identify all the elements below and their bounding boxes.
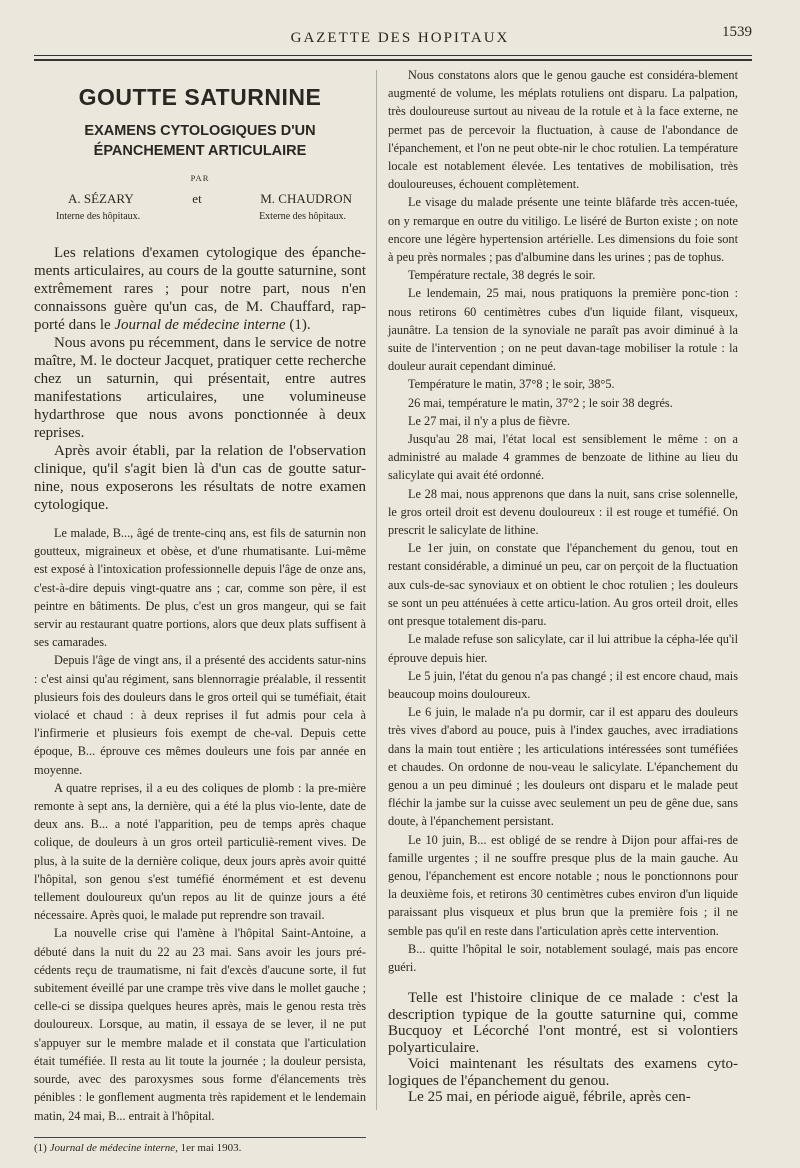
observation-paragraph: Le 6 juin, le malade n'a pu dormir, car il est apparu des douleurs très vives d'abord au pouce, puis à l'index gauches, avec irradiations dans la main tout entière ; les articulations intéressées sont tuméfiées et chaudes. On ordonne de nou-veau le salicylate. L'épanchement du genou a un peu diminué ; les douleurs ont disparu et le malade peut fléchir la jambe sur la cuisse avec seulement un peu de gêne due, sans doute, à l'épanchement persistant. xyxy=(388,705,738,829)
observation-paragraph: 26 mai, température le matin, 37°2 ; le soir 38 degrés. xyxy=(408,395,673,410)
observation-paragraph: Le 27 mai, il n'y a plus de fièvre. xyxy=(408,413,571,428)
observation-paragraph: Le lendemain, 25 mai, nous pratiquons la première ponc-tion : nous retirons 60 centimètres cubes d'un liquide filant, visqueux, jaunâtre. La tension de la synoviale ne paraît pas avoir diminué à la suite de l'intervention ; on ne peut davan-tage mobiliser la rotule : la douleur aurait cependant diminué. xyxy=(388,286,738,374)
observation-paragraph: Depuis l'âge de vingt ans, il a présenté des accidents satur-nins : c'est ainsi qu'au régiment, sans blennorragie préalable, il ressentit plusieurs fois des douleurs dans le gros orteil qui se tuméfiait, était violacé et chaud : à deux reprises il fut admis pour cela à l'infirmerie et plusieurs fois exempt de che-val. Depuis cette époque, B... éprouve ces mêmes douleurs une fois par année en moyenne. xyxy=(34,653,366,777)
observation-paragraph: Le visage du malade présente une teinte blâfarde très accen-tuée, on y remarque en outre du vitiligo. Le liséré de Burton existe ; on note encore une légère hypertension artérielle. Les dimensions du foie sont à peu près normales ; pas d'albumine dans les urines ; pas de tophus. xyxy=(388,195,738,265)
running-title: GAZETTE DES HOPITAUX xyxy=(290,30,510,46)
observation-paragraph: La nouvelle crise qui l'amène à l'hôpital Saint-Antoine, a débuté dans la nuit du 22 au 23 mai. Sans avoir les jours pré-cédents reçu de traumatisme, ni fait d'excès d'aucune sorte, il fut subitement éveillé par une crampe très vive dans le mollet gauche ; celle-ci se dissipa quelques heures après, mais le genou resta très douloureux. Lorsque, au matin, il essaya de se lever, il ne put s'appuyer sur le membre malade et il constata que l'articulation était tuméfiée. Il resta au lit toute la journée ; la douleur persista, sourde, avec des paroxysmes sous forme d'élancements très pénibles : le gonflement augmenta très rapidement et le lendemain matin, 24 mai, B... entrait à l'hôpital. xyxy=(34,926,366,1123)
conclusion-paragraph: Le 25 mai, en période aiguë, fébrile, après cen- xyxy=(408,1089,691,1106)
conclusion xyxy=(388,990,738,1106)
right-column xyxy=(388,66,738,1106)
column-divider xyxy=(376,70,377,1110)
author-conjunction: et xyxy=(192,191,202,206)
observation-paragraph: Température le matin, 37°8 ; le soir, 38°5. xyxy=(408,377,615,392)
role-chaudron: Externe des hôpitaux. xyxy=(259,211,346,222)
article-subtitle: EXAMENS CYTOLOGIQUES D'UN ÉPANCHEMENT ARTICULAIRE xyxy=(84,123,316,159)
observation-paragraph: Le 1er juin, on constate que l'épanchement du genou, tout en restant considérable, a diminué un peu, car on perçoit de la fluctuation aux culs-de-sac synoviaux et on obtient le choc rotulien ; les douleurs se sont un peu atténuées à cette articu-lation. Au gros orteil droit, elles ont presque totalement dis-paru. xyxy=(388,541,738,629)
footnote-mark: (1) xyxy=(34,1141,47,1154)
observation-paragraph: Température rectale, 38 degrés le soir. xyxy=(408,268,596,283)
article-title: GOUTTE SATURNINE xyxy=(78,84,322,110)
observation-paragraph: B... quitte l'hôpital le soir, notablement soulagé, mais pas encore guéri. xyxy=(388,941,738,974)
intro-paragraph: Nous avons pu récemment, dans le service de notre maître, M. le docteur Jacquet, pratiquer cette recherche chez un saturnin, qui présentait, entre autres manifestations articulaires, une volumineuse hydarthrose que nous avons ponctionnée à deux reprises. xyxy=(34,335,366,441)
byline-par: PAR xyxy=(190,173,210,183)
footnote-date: , 1er mai 1903. xyxy=(175,1141,242,1154)
footnote-journal: Journal de médecine interne xyxy=(49,1141,176,1154)
conclusion-paragraph: Voici maintenant les résultats des examens cyto-logiques de l'épanchement du genou. xyxy=(388,1056,738,1089)
observation-paragraph: Le 5 juin, l'état du genou n'a pas changé ; il est encore chaud, mais beaucoup moins douloureux. xyxy=(388,668,738,701)
observation-paragraph: Le malade, B..., âgé de trente-cinq ans, est fils de saturnin non goutteux, migraineux et obèse, et d'une rhumatisante. Lui-même est exposé à l'intoxication professionnelle depuis l'âge de onze ans, c'est-à-dire depuis vingt-quatre ans ; car, comme son père, il est peintre en bâtiments. De plus, c'est un gros mangeur, qui se fait servir au restaurant quatre portions, alors que deux plats suffisent à ses camarades. xyxy=(34,526,366,650)
left-column xyxy=(34,62,366,1154)
header-rule xyxy=(34,55,752,56)
header-rule-thick xyxy=(34,59,752,61)
author-roles xyxy=(34,211,366,222)
observation-paragraph: A quatre reprises, il a eu des coliques de plomb : la pre-mière remonte à sept ans, la dernière, qui a été la plus vio-lente, date de deux ans. B... a noté l'apparition, peu de temps après chaque colique, de douleurs à un gros orteil particuliè-rement vives. De plus, à la suite de la dernière colique, deux jours après avoir quitté l'hôpital, son genou s'est tuméfié énormément et est devenu tellement douloureux qu'un repos au lit de quinze jours a été nécessaire. Après quoi, le malade put reprendre son travail. xyxy=(34,780,366,923)
author-sezary: A. SÉZARY xyxy=(68,191,134,206)
intro-paragraph: Après avoir établi, par la relation de l'observation clinique, qu'il s'agit bien là d'un cas de goutte satur-nine, nous exposerons les résultats de notre examen cytologique. xyxy=(34,443,366,513)
observation-left xyxy=(34,524,366,1125)
observation-paragraph: Le 10 juin, B... est obligé de se rendre à Dijon pour affai-res de famille urgentes ; il ne souffre presque plus de la main gauche. Au genou, l'épanchement est encore notable ; nous le ponctionnons pour la deuxième fois, et retirons 30 centimètres cubes environ d'un liquide paraissant plus visqueux et plus brun que la première fois ; il ne semble pas qu'il en reste dans l'articulation après cette intervention. xyxy=(388,832,738,938)
observation-paragraph: Le 28 mai, nous apprenons que dans la nuit, sans crise solennelle, le gros orteil droit est devenu douloureux : il est rouge et tuméfié. On prescrit le salicylate de lithine. xyxy=(388,486,738,538)
intro-paragraph: Les relations d'examen cytologique des épanche-ments articulaires, au cours de la goutte saturnine, sont extrêmement rares ; pour notre part, nous n'en connaissons guère qu'un cas, de M. Chauffard, rap-porté dans le Journal de médecine interne (1). xyxy=(34,245,366,333)
role-sezary: Interne des hôpitaux. xyxy=(56,211,141,222)
conclusion-paragraph: Telle est l'histoire clinique de ce malade : c'est la description typique de la goutte saturnine qui, comme Bucquoy et Lécorché l'ont montré, est si volontiers polyarticulaire. xyxy=(388,990,738,1056)
author-line xyxy=(34,191,366,207)
author-chaudron: M. CHAUDRON xyxy=(260,191,352,206)
observation-paragraph: Jusqu'au 28 mai, l'état local est sensiblement le même : on a administré au malade 4 grammes de benzoate de lithine au lieu du salicylate qui avait été ordonné. xyxy=(388,432,738,483)
journal-reference: Journal de médecine interne xyxy=(114,317,286,333)
footnote xyxy=(34,1142,366,1154)
introduction xyxy=(34,244,366,514)
page-number: 1539 xyxy=(722,24,752,40)
footnote-rule xyxy=(34,1137,366,1138)
observation-right xyxy=(388,66,738,976)
observation-paragraph: Nous constatons alors que le genou gauche est considéra-blement augmenté de volume, les méplats rotuliens ont disparu. La palpation, très douloureuse surtout au niveau de la rotule et à la face externe, ne permet pas de percevoir la fluctuation, à cause de l'abondance de l'épanchement, et l'on ne peut obte-nir le choc rotulien. La température locale est notablement élevée. Les tentatives de mobilisation, très douloureuses, échouent complètement. xyxy=(388,68,738,192)
observation-paragraph: Le malade refuse son salicylate, car il lui attribue la cépha-lée qu'il éprouve depuis hier. xyxy=(388,632,738,665)
